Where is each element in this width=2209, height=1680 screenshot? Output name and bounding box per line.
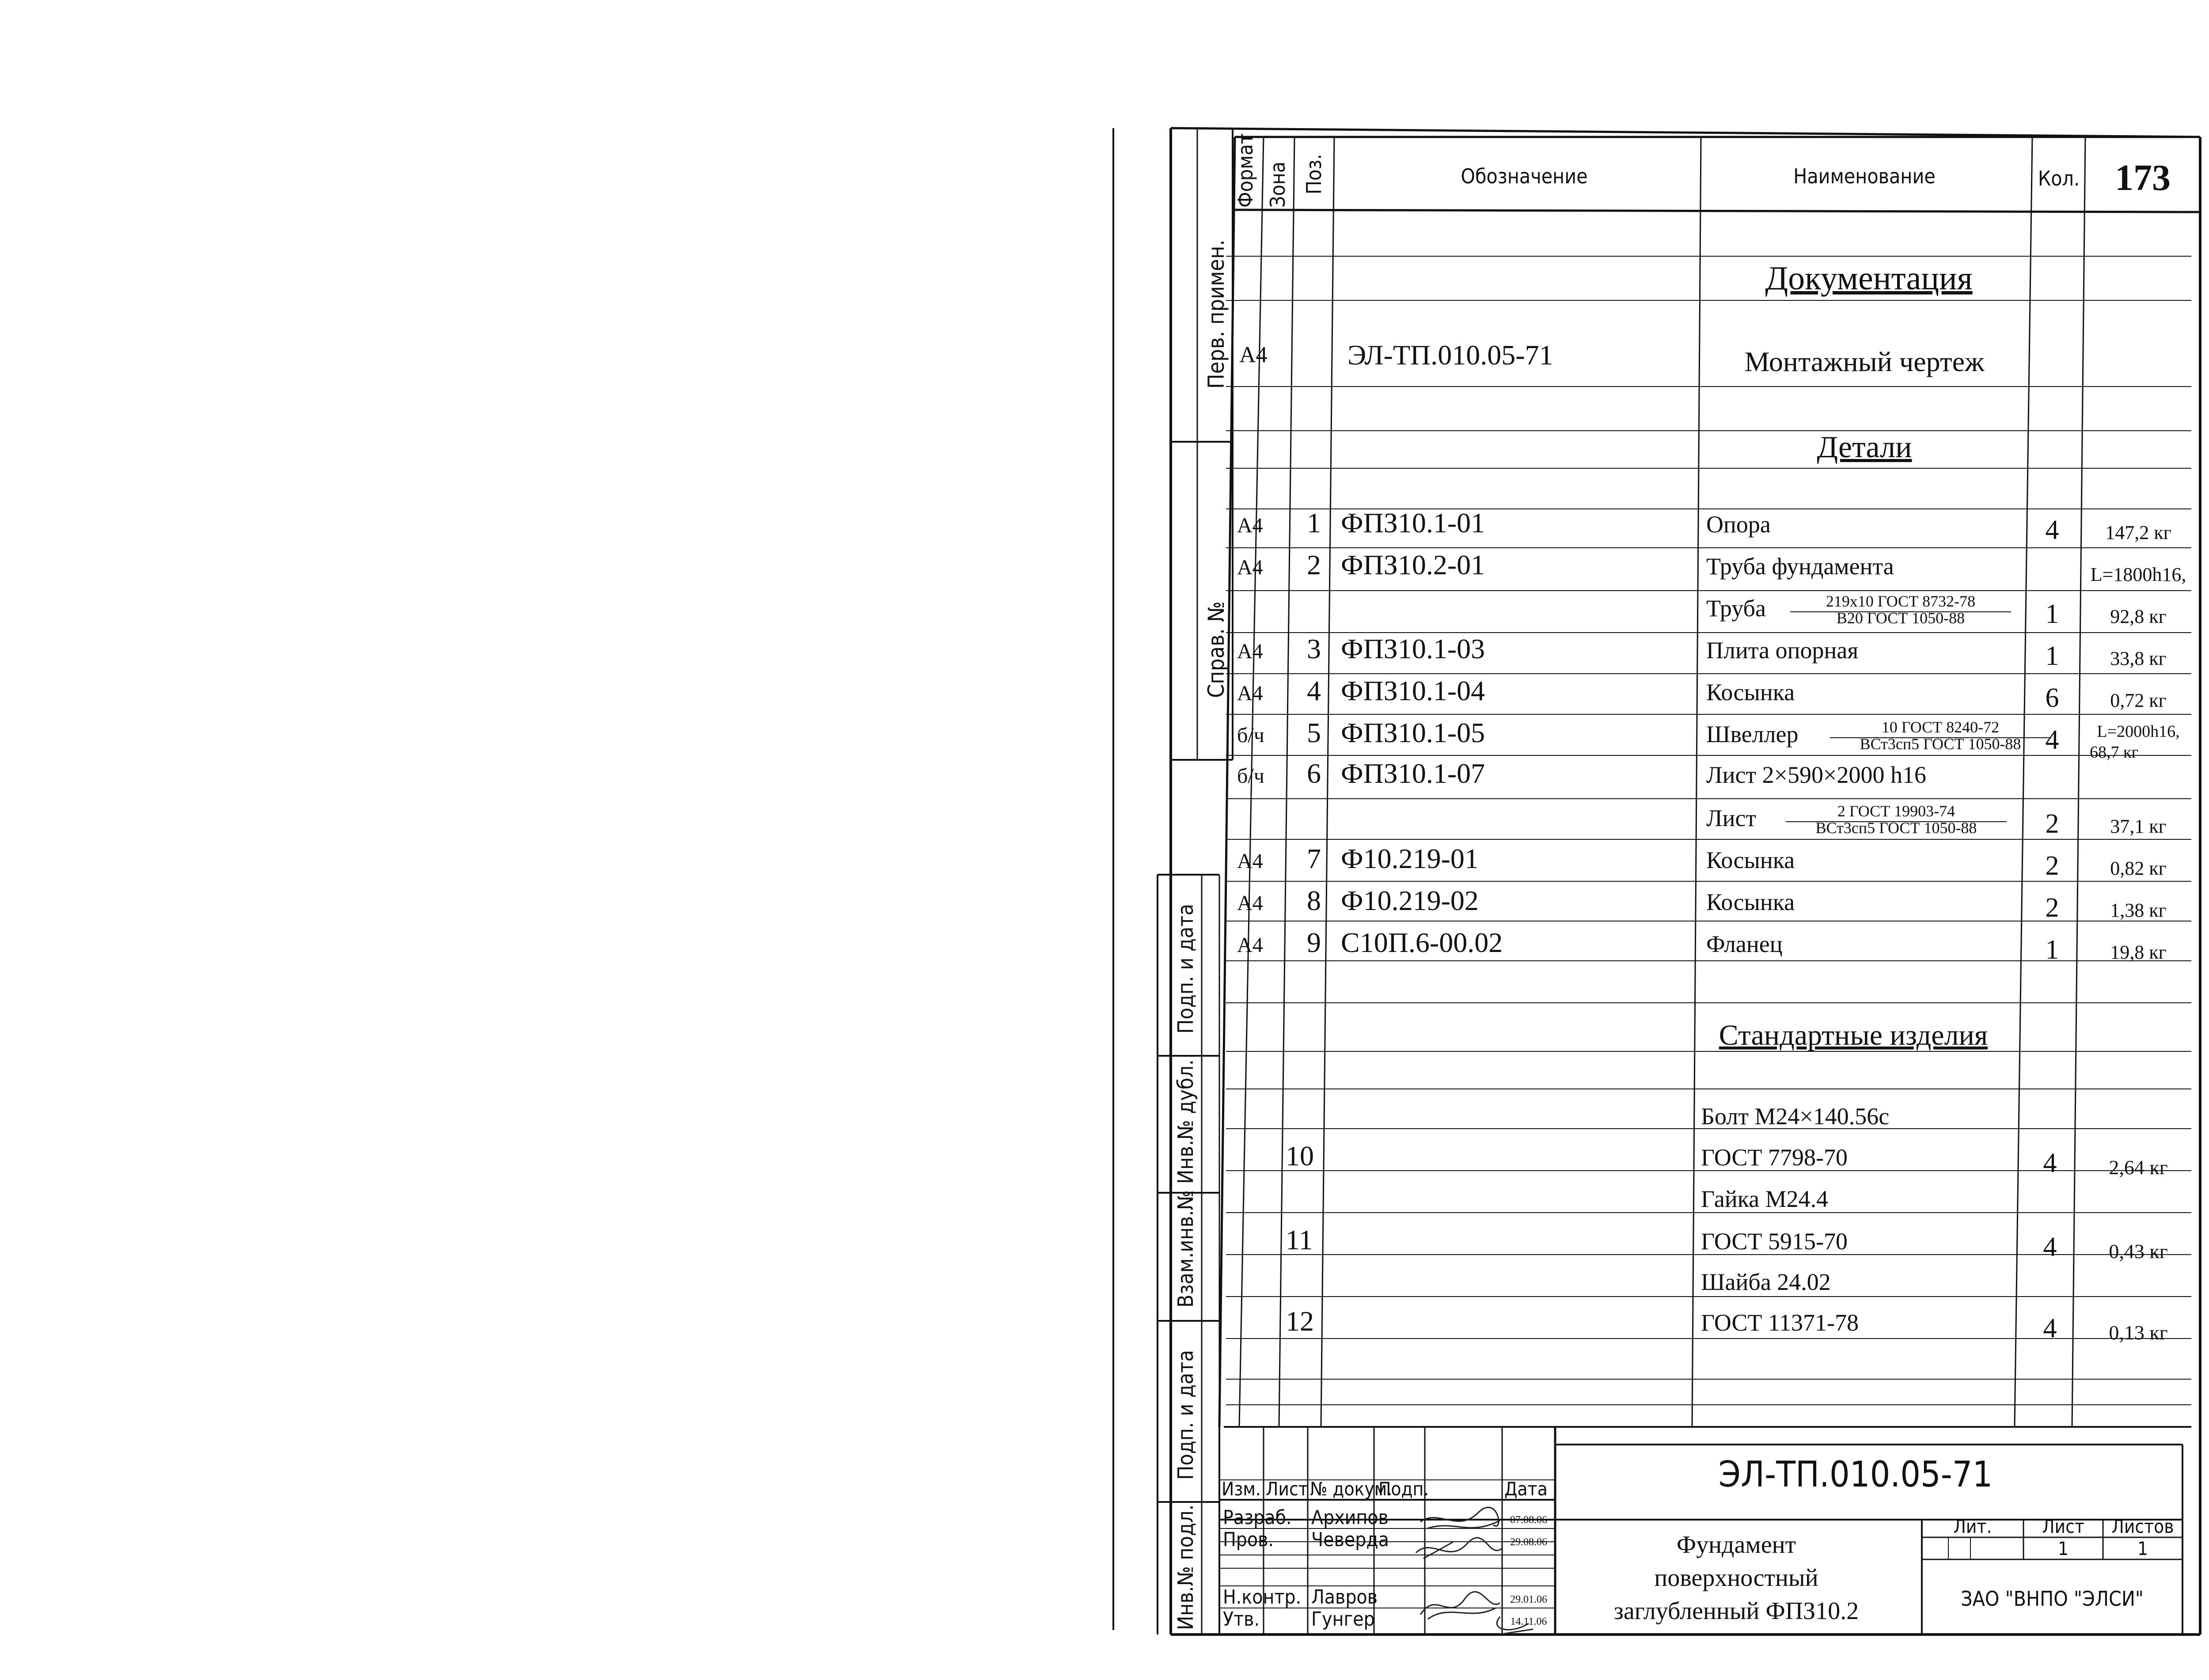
col-podp: Подп. <box>1378 1478 1429 1500</box>
row-name: Труба фундамента <box>1706 553 1894 580</box>
header-zone: Зона <box>1266 161 1290 208</box>
sheet-label: Лист <box>2042 1516 2084 1537</box>
std-pos: 10 <box>1286 1140 1314 1172</box>
row-note: 37,1 кг <box>2110 815 2167 837</box>
label-podp-data-2: Подп. и дата <box>1173 1350 1198 1480</box>
sheets-value: 1 <box>2137 1538 2148 1559</box>
row-fraction-top: 10 ГОСТ 8240-72 <box>1881 718 2000 736</box>
row-designation: С10П.6-00.02 <box>1341 927 1503 958</box>
row-fraction-bottom: В20 ГОСТ 1050-88 <box>1836 609 1965 627</box>
grid-line <box>1321 137 1334 1427</box>
role-name: Лавров <box>1311 1586 1378 1608</box>
org-name: ЗАО "ВНПО "ЭЛСИ" <box>1961 1587 2144 1611</box>
col-data: Дата <box>1504 1478 1548 1500</box>
row-pos: 7 <box>1307 843 1321 874</box>
row-qty: 4 <box>2045 725 2059 755</box>
header-pos: Поз. <box>1302 154 1326 194</box>
sheet-text <box>1173 133 2186 1631</box>
row-name: Плита опорная <box>1706 637 1859 664</box>
row-format: А4 <box>1237 849 1263 873</box>
section-documentation: Документация <box>1765 260 1973 297</box>
doc-designation: ЭЛ-ТП.010.05-71 <box>1347 339 1553 371</box>
row-note: 19,8 кг <box>2110 941 2167 963</box>
row-fraction-top: 219х10 ГОСТ 8732-78 <box>1826 592 1976 610</box>
row-fraction-bottom: ВСт3сп5 ГОСТ 1050-88 <box>1860 735 2021 753</box>
role-name: Чеверда <box>1311 1528 1389 1551</box>
page-number: 173 <box>2115 157 2171 198</box>
row-note: 92,8 кг <box>2110 606 2167 627</box>
signature-lavrov <box>1420 1592 1500 1619</box>
row-designation: ФПЗ10.1-05 <box>1341 717 1485 748</box>
row-name: Косынка <box>1706 679 1795 705</box>
doc-name: Монтажный чертеж <box>1744 346 1985 377</box>
signature-arkhipov <box>1420 1507 1500 1528</box>
row-note: 0,82 кг <box>2110 857 2167 879</box>
row-note: 0,72 кг <box>2110 690 2167 711</box>
grid-line <box>1235 210 2200 212</box>
role-label: Пров. <box>1223 1528 1274 1551</box>
std-qty: 4 <box>2043 1313 2057 1343</box>
std-name: Шайба 24.02 <box>1701 1269 1831 1295</box>
label-inv-podl: Инв.№ подл. <box>1173 1504 1198 1630</box>
label-sprav-no: Справ. № <box>1203 601 1229 698</box>
std-qty: 4 <box>2043 1148 2057 1178</box>
row-pos: 6 <box>1307 758 1321 789</box>
row-designation: ФПЗ10.1-03 <box>1341 633 1485 664</box>
col-list: Лист <box>1266 1478 1308 1500</box>
role-label: Н.контр. <box>1223 1586 1302 1608</box>
row-format: А4 <box>1237 933 1263 957</box>
std-qty: 4 <box>2043 1232 2057 1262</box>
row-format: А4 <box>1237 891 1263 915</box>
grid-line <box>2072 137 2085 1427</box>
row-name: Фланец <box>1706 931 1783 957</box>
row-name: Косынка <box>1706 889 1795 915</box>
row-pos: 1 <box>1307 507 1321 539</box>
doc-format: А4 <box>1239 342 1268 368</box>
row-qty: 4 <box>2045 515 2059 545</box>
title-line-2: поверхностный <box>1654 1564 1818 1592</box>
row-designation: ФПЗ10.1-04 <box>1341 675 1485 706</box>
row-designation: ФПЗ10.1-07 <box>1341 758 1485 789</box>
row-name: Опора <box>1706 511 1771 538</box>
std-name: Болт М24×140.56с <box>1701 1103 1890 1130</box>
row-note: 33,8 кг <box>2110 648 2167 669</box>
col-doc: № докум. <box>1310 1478 1393 1500</box>
row-pos: 2 <box>1307 549 1321 580</box>
sheet-value: 1 <box>2057 1538 2069 1559</box>
row-name: Лист <box>1706 805 1757 831</box>
role-label: Утв. <box>1223 1608 1260 1631</box>
role-name: Архипов <box>1311 1506 1389 1529</box>
row-designation: Ф10.219-01 <box>1341 843 1479 874</box>
header-qty: Кол. <box>2038 167 2080 190</box>
col-izm: Изм. <box>1222 1478 1261 1500</box>
row-pos: 9 <box>1307 927 1321 958</box>
std-note: 2,64 кг <box>2109 1156 2168 1179</box>
row-qty: 2 <box>2045 851 2059 881</box>
row-format: б/ч <box>1237 764 1264 788</box>
row-format: А4 <box>1237 682 1263 705</box>
role-name: Гунгер <box>1311 1608 1375 1631</box>
row-qty: 2 <box>2045 893 2059 923</box>
row-pos: 4 <box>1307 675 1321 706</box>
title-line-1: Фундамент <box>1676 1531 1796 1559</box>
role-date: 07.08.06 <box>1510 1514 1547 1526</box>
row-qty: 6 <box>2045 683 2059 713</box>
role-date: 29.08.06 <box>1510 1536 1547 1548</box>
table-grid <box>1113 128 2200 1634</box>
row-qty: 1 <box>2045 599 2059 629</box>
row-fraction-top: 2 ГОСТ 19903-74 <box>1837 802 1955 820</box>
row-format: А4 <box>1237 556 1263 579</box>
row-format: А4 <box>1237 514 1263 537</box>
grid-line <box>1692 137 1701 1427</box>
label-podp-data: Подп. и дата <box>1173 903 1198 1034</box>
row-format: А4 <box>1237 640 1263 663</box>
std-name: Гайка М24.4 <box>1701 1186 1829 1212</box>
row-name: Труба <box>1706 595 1766 622</box>
label-vzam-inv: Взам.инв.№ <box>1173 1190 1198 1308</box>
sheets-label: Листов <box>2111 1516 2174 1537</box>
row-note: L=2000h16, <box>2097 722 2180 741</box>
row-fraction-bottom: ВСт3сп5 ГОСТ 1050-88 <box>1815 819 1977 837</box>
title-code: ЭЛ-ТП.010.05-71 <box>1718 1454 1993 1495</box>
signatures <box>1416 1507 1533 1634</box>
row-qty: 2 <box>2045 809 2059 839</box>
std-name: ГОСТ 11371-78 <box>1701 1309 1859 1336</box>
grid-line <box>1171 128 2200 137</box>
header-designation: Обозначение <box>1461 164 1588 188</box>
role-date: 29.01.06 <box>1510 1594 1547 1605</box>
title-line-3: заглубленный ФПЗ10.2 <box>1613 1597 1859 1625</box>
row-note: 147,2 кг <box>2105 522 2171 543</box>
role-date: 14.11.06 <box>1510 1616 1547 1627</box>
section-standard: Стандартные изделия <box>1719 1019 1988 1051</box>
header-format: Формат <box>1234 133 1257 208</box>
row-note-2: 68,7 кг <box>2090 743 2139 762</box>
label-perv-primen: Перв. примен. <box>1203 239 1229 389</box>
std-pos: 11 <box>1286 1224 1313 1255</box>
lit-label: Лит. <box>1953 1516 1992 1537</box>
row-note: 1,38 кг <box>2110 899 2167 921</box>
grid-line <box>2015 137 2032 1427</box>
std-note: 0,43 кг <box>2109 1240 2168 1263</box>
section-details: Детали <box>1817 430 1912 464</box>
std-note: 0,13 кг <box>2109 1321 2168 1344</box>
row-format: б/ч <box>1237 724 1264 747</box>
std-pos: 12 <box>1286 1305 1314 1337</box>
row-name: Швеллер <box>1706 721 1799 747</box>
role-label: Разраб. <box>1223 1506 1292 1529</box>
row-pos: 3 <box>1307 633 1321 664</box>
row-designation: Ф10.219-02 <box>1341 885 1479 916</box>
row-pos: 5 <box>1307 717 1321 748</box>
row-note: L=1800h16, <box>2090 564 2186 585</box>
row-name: Лист 2×590×2000 h16 <box>1706 762 1926 788</box>
row-qty: 1 <box>2045 641 2059 671</box>
row-qty: 1 <box>2045 935 2059 965</box>
label-inv-dubl: Инв.№ дубл. <box>1173 1059 1198 1184</box>
header-name: Наименование <box>1793 164 1936 188</box>
row-name: Косынка <box>1706 847 1795 873</box>
std-name: ГОСТ 7798-70 <box>1701 1144 1848 1171</box>
std-name: ГОСТ 5915-70 <box>1701 1228 1848 1255</box>
row-designation: ФПЗ10.1-01 <box>1341 507 1485 539</box>
row-designation: ФПЗ10.2-01 <box>1341 549 1485 580</box>
row-pos: 8 <box>1307 885 1321 916</box>
